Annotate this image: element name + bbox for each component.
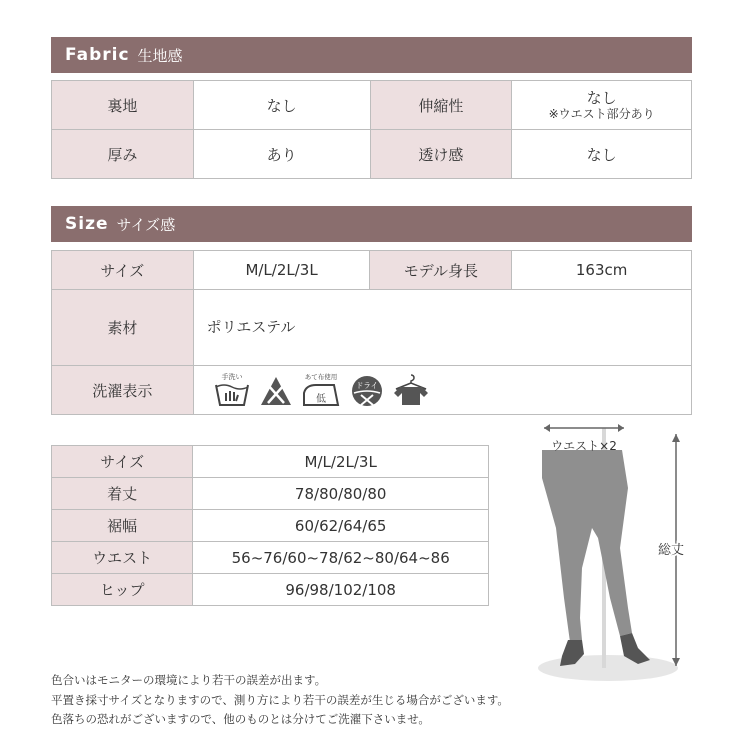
sheer-label: 透け感 [370,130,512,179]
sheer-value: なし [512,130,692,179]
table-row [52,130,692,179]
display-base [538,655,678,681]
measure-size-label: サイズ [52,446,193,478]
lining-label: 裏地 [52,81,194,130]
hem-width-value: 60/62/64/65 [193,510,489,542]
material-value: ポリエステル [193,290,691,366]
size-value: M/L/2L/3L [193,251,370,290]
fabric-title-en: Fabric [65,45,130,65]
lining-value: なし [193,81,370,130]
thickness-label: 厚み [52,130,194,179]
table-row [52,542,489,574]
leggings-figure [520,418,720,688]
table-row [52,510,489,542]
size-section-header [51,206,692,242]
stretch-note: ※ウエスト部分あり [548,106,655,121]
table-row [52,366,692,415]
note-color: 色合いはモニターの環境により若干の誤差が出ます。 [51,673,327,687]
no-dry-clean-icon [348,371,386,409]
size-title-en: Size [65,214,109,234]
model-height-value: 163cm [512,251,692,290]
fabric-table [51,80,692,179]
note-washing: 色落ちの恐れがございますので、他のものとは分けてご洗濯下さいませ。 [51,712,430,726]
hang-dry-icon [392,371,430,409]
waist-label: ウエスト [52,542,193,574]
iron-text: あて布使用 [304,373,337,381]
stretch-label: 伸縮性 [370,81,512,130]
waist-value: 56~76/60~78/62~80/64~86 [193,542,489,574]
care-label: 洗濯表示 [52,366,194,415]
low-iron-icon [300,371,342,409]
stretch-value: なし [586,88,617,107]
hip-value: 96/98/102/108 [193,574,489,606]
hip-label: ヒップ [52,574,193,606]
total-length-label: 総丈 [657,543,685,558]
note-measurement: 平置き採寸サイズとなりますので、測り方により若干の誤差が生じる場合がございます。 [51,693,509,707]
dry-text: ドライ [355,381,378,390]
thickness-value: あり [193,130,370,179]
measurement-table [51,445,489,606]
fabric-section-header [51,37,692,73]
model-height-label: モデル身長 [370,251,512,290]
waist-measure-label: ウエスト×2 [551,439,617,453]
fabric-title-jp: 生地感 [137,46,183,65]
hand-wash-text: 手洗い [221,373,243,381]
material-label: 素材 [52,290,194,366]
iron-low-text: 低 [315,394,326,405]
length-value: 78/80/80/80 [193,478,489,510]
table-row [52,478,489,510]
table-row [52,446,489,478]
table-row [52,574,489,606]
table-row [52,81,692,130]
size-title-jp: サイズ感 [116,215,176,234]
no-bleach-icon [258,371,294,409]
length-label: 着丈 [52,478,193,510]
hem-width-label: 裾幅 [52,510,193,542]
leggings-icon [542,450,632,642]
table-row [52,290,692,366]
stretch-value-cell [512,81,692,130]
care-icons-cell [193,366,691,415]
table-row [52,251,692,290]
hand-wash-icon [212,371,252,409]
size-table [51,250,692,415]
size-label: サイズ [52,251,194,290]
measure-size-value: M/L/2L/3L [193,446,489,478]
